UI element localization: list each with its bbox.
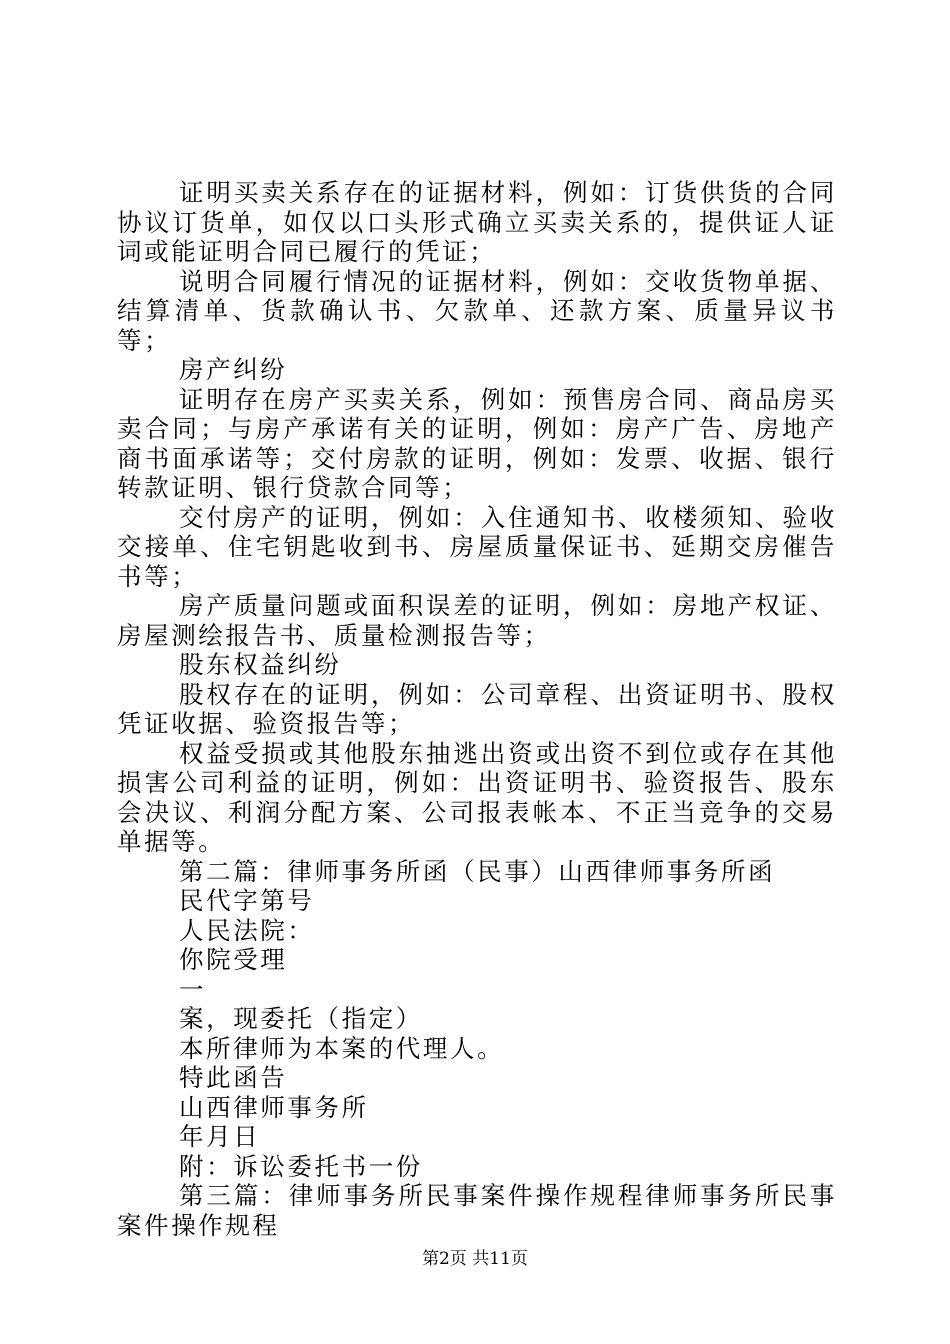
paragraph: 权益受损或其他股东抽逃出资或出资不到位或存在其他损害公司利益的证明，例如：出资证明书、验资报告、股东会决议、利润分配方案、公司报表帐本、不正当竞争的交易单据等。 [117,738,837,856]
letter-date: 年月日 [179,1122,261,1151]
paragraph: 房产质量问题或面积误差的证明，例如：房地产权证、房屋测绘报告书、质量检测报告等； [117,591,837,650]
letter-attachment: 附：诉讼委托书一份 [179,1151,423,1181]
paragraph: 证明存在房产买卖关系，例如：预售房合同、商品房买卖合同；与房产承诺有关的证明，例如：房产广告、房地产商书面承诺等；交付房款的证明，例如：发票、收据、银行转款证明、银行贷款合同等； [117,384,837,502]
letter-line: 一 [179,974,207,1004]
page-number-footer: 第2页 共11页 [422,1249,528,1269]
chapter-title: 第二篇：律师事务所函（民事）山西律师事务所函 [179,856,776,886]
letter-line: 案，现委托（指定） [179,1004,423,1033]
letter-ref-number: 民代字第号 [179,886,315,915]
letter-line: 你院受理 [179,945,288,974]
document-body [117,178,837,1240]
letter-addressee: 人民法院： [179,915,315,945]
section-heading: 股东权益纠纷 [179,650,342,679]
letter-signature: 山西律师事务所 [179,1092,369,1122]
section-heading: 房产纠纷 [179,355,288,384]
paragraph: 证明买卖关系存在的证据材料，例如：订货供货的合同协议订货单，如仅以口头形式确立买卖关系的，提供证人证词或能证明合同已履行的凭证； [117,178,837,266]
paragraph: 说明合同履行情况的证据材料，例如：交收货物单据、结算清单、货款确认书、欠款单、还款方案、质量异议书等； [117,266,837,355]
chapter-title: 第三篇：律师事务所民事案件操作规程律师事务所民事案件操作规程 [117,1181,837,1240]
letter-line: 本所律师为本案的代理人。 [179,1033,505,1063]
paragraph: 交付房产的证明，例如：入住通知书、收楼须知、验收交接单、住宅钥匙收到书、房屋质量保证书、延期交房催告书等； [117,502,837,591]
paragraph: 股权存在的证明，例如：公司章程、出资证明书、股权凭证收据、验资报告等； [117,679,837,738]
letter-closing: 特此函告 [179,1063,288,1092]
